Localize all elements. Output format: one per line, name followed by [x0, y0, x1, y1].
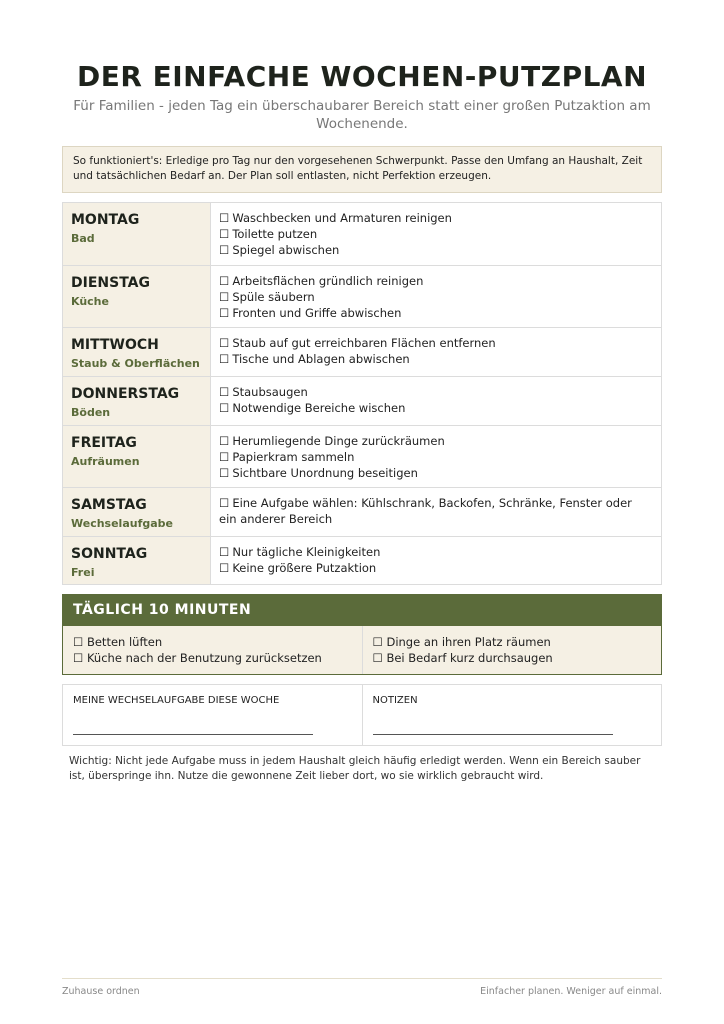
day-row-mittwoch — [63, 327, 661, 376]
intro-box: So funktioniert's: Erledige pro Tag nur den vorgesehenen Schwerpunkt. Passe den Umfang an Haushalt, Zeit und tatsächlichen Bedarf an. Der Plan soll entlasten, nicht Perfektion erzeugen. — [62, 146, 662, 193]
checkbox-icon[interactable]: ☐ — [73, 635, 84, 649]
daily-column-right — [362, 626, 662, 674]
task-label: Keine größere Putzaktion — [232, 561, 377, 575]
task-label: Nur tägliche Kleinigkeiten — [232, 545, 381, 559]
checkbox-icon[interactable]: ☐ — [219, 227, 230, 241]
task-item[interactable] — [219, 433, 653, 449]
day-focus: Frei — [71, 566, 95, 579]
task-item[interactable] — [219, 384, 653, 400]
weekly-task-label: MEINE WECHSELAUFGABE DIESE WOCHE — [73, 695, 280, 706]
day-name: DIENSTAG — [71, 275, 150, 291]
footer-left-text: Zuhause ordnen — [62, 986, 140, 997]
day-focus: Wechselaufgabe — [71, 517, 174, 530]
checkbox-icon[interactable]: ☐ — [372, 651, 383, 665]
fill-in-section — [62, 684, 662, 746]
task-item[interactable] — [219, 289, 653, 305]
task-label: Fronten und Griffe abwischen — [232, 306, 402, 320]
day-row-dienstag — [63, 265, 661, 327]
day-focus: Aufräumen — [71, 455, 140, 468]
task-item[interactable] — [219, 449, 653, 465]
task-item[interactable] — [219, 495, 653, 527]
checkbox-icon[interactable]: ☐ — [219, 352, 230, 366]
task-label: Tische und Ablagen abwischen — [232, 352, 410, 366]
day-name: SONNTAG — [71, 546, 148, 562]
notes-label: NOTIZEN — [372, 695, 418, 706]
checkbox-icon[interactable]: ☐ — [219, 401, 230, 415]
day-name: MITTWOCH — [71, 337, 159, 353]
day-cell — [63, 537, 211, 584]
task-item[interactable] — [219, 335, 653, 351]
day-row-samstag — [63, 487, 661, 536]
weekly-task-write-line[interactable] — [73, 734, 313, 735]
weekly-schedule-table — [62, 202, 662, 585]
tasks-cell — [211, 426, 661, 487]
tasks-cell — [211, 266, 661, 327]
day-row-montag — [63, 203, 661, 265]
day-name: MONTAG — [71, 212, 140, 228]
page-title: DER EINFACHE WOCHEN-PUTZPLAN — [76, 60, 648, 93]
daily-column-left — [63, 626, 362, 674]
checkbox-icon[interactable]: ☐ — [219, 336, 230, 350]
daily-header: TÄGLICH 10 MINUTEN — [63, 595, 661, 626]
day-focus: Böden — [71, 406, 111, 419]
day-focus: Bad — [71, 232, 95, 245]
day-cell — [63, 328, 211, 376]
task-item[interactable] — [219, 273, 653, 289]
day-row-sonntag — [63, 536, 661, 584]
task-label: Notwendige Bereiche wischen — [232, 401, 406, 415]
checkbox-icon[interactable]: ☐ — [219, 466, 230, 480]
task-label: Spüle säubern — [232, 290, 315, 304]
task-label: Arbeitsflächen gründlich reinigen — [232, 274, 424, 288]
footer-divider — [62, 978, 662, 979]
weekly-task-field[interactable] — [63, 685, 362, 745]
checkbox-icon[interactable]: ☐ — [219, 450, 230, 464]
daily-task-label: Küche nach der Benutzung zurücksetzen — [86, 651, 322, 665]
day-cell — [63, 488, 211, 536]
task-item[interactable] — [219, 242, 653, 258]
day-row-freitag — [63, 425, 661, 487]
task-item[interactable] — [219, 560, 653, 576]
task-label: Eine Aufgabe wählen: Kühlschrank, Backofen, Schränke, Fenster oder ein anderer Bereich — [219, 496, 632, 526]
daily-section — [62, 594, 662, 675]
daily-task-label: Dinge an ihren Platz räumen — [386, 635, 551, 649]
day-name: DONNERSTAG — [71, 386, 180, 402]
daily-body — [63, 626, 661, 674]
checkbox-icon[interactable]: ☐ — [219, 496, 230, 510]
checkbox-icon[interactable]: ☐ — [219, 243, 230, 257]
notes-write-line[interactable] — [373, 734, 613, 735]
tasks-cell — [211, 377, 661, 425]
page-subtitle: Für Familien - jeden Tag ein überschaubarer Bereich statt einer großen Putzaktion am Wochenende. — [73, 98, 651, 132]
day-cell — [63, 426, 211, 487]
task-label: Toilette putzen — [232, 227, 318, 241]
tasks-cell — [211, 328, 661, 376]
task-item[interactable] — [219, 305, 653, 321]
checkbox-icon[interactable]: ☐ — [372, 635, 383, 649]
daily-task-label: Bei Bedarf kurz durchsaugen — [386, 651, 553, 665]
day-cell — [63, 203, 211, 265]
day-focus: Staub & Oberflächen — [71, 357, 200, 370]
daily-task-item[interactable] — [373, 634, 652, 650]
daily-task-item[interactable] — [73, 634, 352, 650]
day-row-donnerstag — [63, 376, 661, 425]
day-name: SAMSTAG — [71, 497, 147, 513]
task-item[interactable] — [219, 351, 653, 367]
daily-task-item[interactable] — [73, 650, 352, 666]
checkbox-icon[interactable]: ☐ — [219, 274, 230, 288]
day-cell — [63, 377, 211, 425]
task-label: Papierkram sammeln — [232, 450, 355, 464]
daily-task-label: Betten lüften — [86, 635, 163, 649]
task-item[interactable] — [219, 544, 653, 560]
checkbox-icon[interactable]: ☐ — [219, 211, 230, 225]
notes-field[interactable] — [362, 685, 662, 745]
task-label: Waschbecken und Armaturen reinigen — [232, 211, 452, 225]
task-label: Spiegel abwischen — [232, 243, 340, 257]
task-label: Herumliegende Dinge zurückräumen — [232, 434, 445, 448]
task-label: Staub auf gut erreichbaren Flächen entfernen — [232, 336, 496, 350]
checkbox-icon[interactable]: ☐ — [219, 545, 230, 559]
tasks-cell — [211, 537, 661, 584]
checkbox-icon[interactable]: ☐ — [73, 651, 84, 665]
tasks-cell — [211, 488, 661, 536]
day-focus: Küche — [71, 295, 109, 308]
day-cell — [63, 266, 211, 327]
task-label: Sichtbare Unordnung beseitigen — [232, 466, 418, 480]
checkbox-icon[interactable]: ☐ — [219, 434, 230, 448]
day-name: FREITAG — [71, 435, 137, 451]
task-item[interactable] — [219, 226, 653, 242]
footer-right-text: Einfacher planen. Weniger auf einmal. — [480, 986, 662, 997]
checkbox-icon[interactable]: ☐ — [219, 290, 230, 304]
important-note: Wichtig: Nicht jede Aufgabe muss in jedem Haushalt gleich häufig erledigt werden. Wenn ein Bereich sauber ist, überspringe ihn. Nutze die gewonnene Zeit lieber dort, wo sie wirklich gebraucht wird. — [69, 755, 641, 782]
checkbox-icon[interactable]: ☐ — [219, 561, 230, 575]
task-item[interactable] — [219, 465, 653, 481]
task-item[interactable] — [219, 210, 653, 226]
task-label: Staubsaugen — [232, 385, 308, 399]
task-item[interactable] — [219, 400, 653, 416]
checkbox-icon[interactable]: ☐ — [219, 306, 230, 320]
tasks-cell — [211, 203, 661, 265]
daily-task-item[interactable] — [373, 650, 652, 666]
checkbox-icon[interactable]: ☐ — [219, 385, 230, 399]
